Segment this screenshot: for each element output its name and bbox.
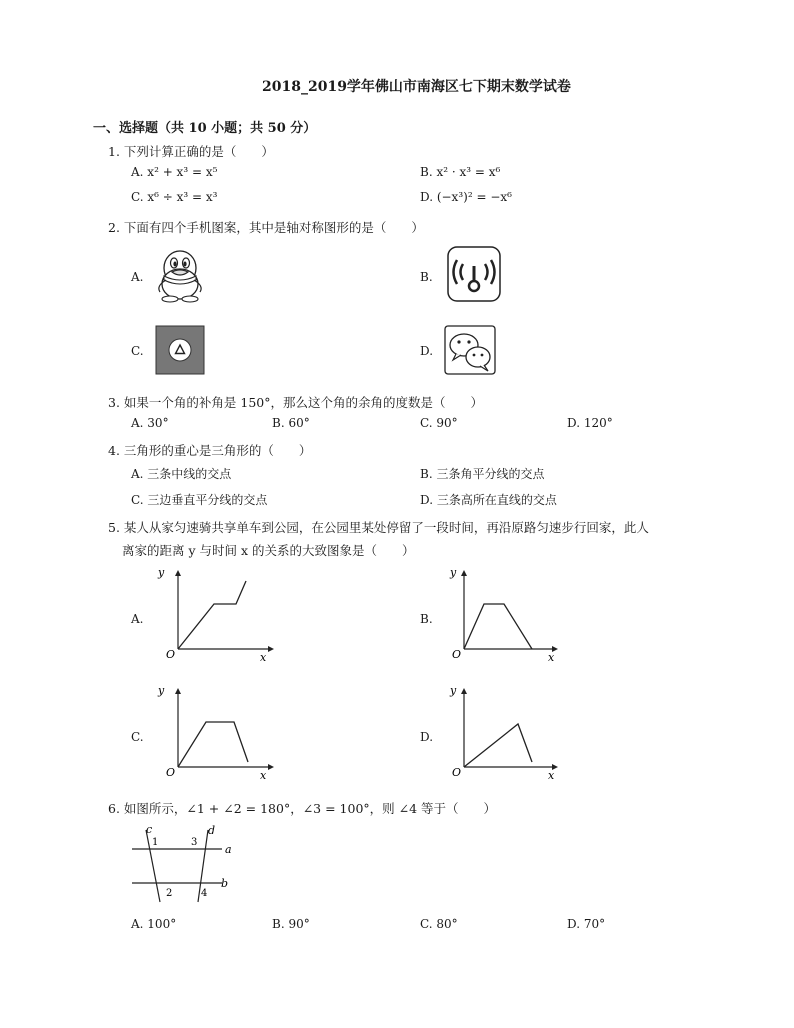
penguin-qq-icon bbox=[154, 246, 206, 302]
question-6-option-c: C. 80° bbox=[420, 917, 458, 931]
wireless-signal-icon bbox=[447, 246, 501, 302]
graph-d bbox=[440, 684, 570, 784]
origin-label: O bbox=[452, 766, 462, 779]
question-4-option-a: A. 三条中线的交点 bbox=[131, 467, 232, 481]
line-a-label: a bbox=[225, 843, 232, 856]
question-5-option-b: B. bbox=[420, 612, 433, 626]
question-1-option-d: D. (−x³)² = −x⁶ bbox=[420, 190, 512, 204]
angle-3-label: 3 bbox=[191, 837, 198, 848]
question-5-option-d: D. bbox=[420, 730, 434, 744]
parallel-lines-figure bbox=[128, 824, 238, 904]
question-5-option-c: C. bbox=[131, 730, 144, 744]
origin-label: O bbox=[166, 648, 176, 661]
question-6-option-a: A. 100° bbox=[131, 917, 177, 931]
axis-x-label: x bbox=[260, 769, 267, 782]
question-6-option-b: B. 90° bbox=[272, 917, 310, 931]
axis-y-label: y bbox=[158, 566, 165, 579]
wechat-bubbles-icon bbox=[444, 325, 496, 375]
axis-x-label: x bbox=[260, 651, 267, 664]
line-d-label: d bbox=[208, 824, 216, 837]
question-2-option-b: B. bbox=[420, 270, 433, 284]
line-b-label: b bbox=[221, 877, 229, 890]
question-2-stem: 2. 下面有四个手机图案，其中是轴对称图形的是（ ） bbox=[108, 220, 424, 235]
page-title: 2018_2019学年佛山市南海区七下期末数学试卷 bbox=[262, 79, 571, 95]
question-4-stem: 4. 三角形的重心是三角形的（ ） bbox=[108, 443, 312, 458]
question-3-stem: 3. 如果一个角的补角是 150°，那么这个角的余角的度数是（ ） bbox=[108, 395, 483, 410]
question-4-option-b: B. 三条角平分线的交点 bbox=[420, 467, 545, 481]
angle-4-label: 4 bbox=[201, 888, 208, 899]
axis-y-label: y bbox=[450, 566, 457, 579]
question-6-option-d: D. 70° bbox=[567, 917, 606, 931]
circle-triangle-icon bbox=[156, 326, 204, 374]
question-5-stem-line1: 5. 某人从家匀速骑共享单车到公园，在公园里某处停留了一段时间，再沿原路匀速步行回家，此人 bbox=[108, 520, 649, 535]
question-4-option-d: D. 三条高所在直线的交点 bbox=[420, 493, 557, 507]
origin-label: O bbox=[452, 648, 462, 661]
axis-x-label: x bbox=[548, 769, 555, 782]
question-2-option-d: D. bbox=[420, 344, 434, 358]
question-3-option-a: A. 30° bbox=[131, 416, 169, 430]
question-5-option-a: A. bbox=[131, 612, 144, 626]
line-c-label: c bbox=[146, 823, 153, 836]
question-3-option-d: D. 120° bbox=[567, 416, 613, 430]
question-4-option-c: C. 三边垂直平分线的交点 bbox=[131, 493, 268, 507]
graph-c bbox=[150, 684, 280, 784]
angle-2-label: 2 bbox=[166, 888, 173, 899]
question-1-stem: 1. 下列计算正确的是（ ） bbox=[108, 144, 274, 159]
graph-a bbox=[150, 566, 280, 666]
axis-x-label: x bbox=[548, 651, 555, 664]
angle-1-label: 1 bbox=[152, 837, 159, 848]
axis-y-label: y bbox=[450, 684, 457, 697]
question-3-option-c: C. 90° bbox=[420, 416, 458, 430]
question-1-option-c: C. x⁶ ÷ x³ = x³ bbox=[131, 190, 218, 204]
graph-b bbox=[440, 566, 570, 666]
question-6-stem: 6. 如图所示，∠1 + ∠2 = 180°，∠3 = 100°，则 ∠4 等于（ ） bbox=[108, 801, 497, 816]
question-3-option-b: B. 60° bbox=[272, 416, 310, 430]
question-1-option-b: B. x² · x³ = x⁶ bbox=[420, 165, 501, 179]
origin-label: O bbox=[166, 766, 176, 779]
question-5-stem-line2: 离家的距离 y 与时间 x 的关系的大致图象是（ ） bbox=[122, 543, 415, 558]
question-2-option-c: C. bbox=[131, 344, 144, 358]
question-2-option-a: A. bbox=[131, 270, 144, 284]
axis-y-label: y bbox=[158, 684, 165, 697]
question-1-option-a: A. x² + x³ = x⁵ bbox=[131, 165, 218, 179]
section-heading: 一、选择题（共 10 小题；共 50 分） bbox=[93, 121, 317, 136]
